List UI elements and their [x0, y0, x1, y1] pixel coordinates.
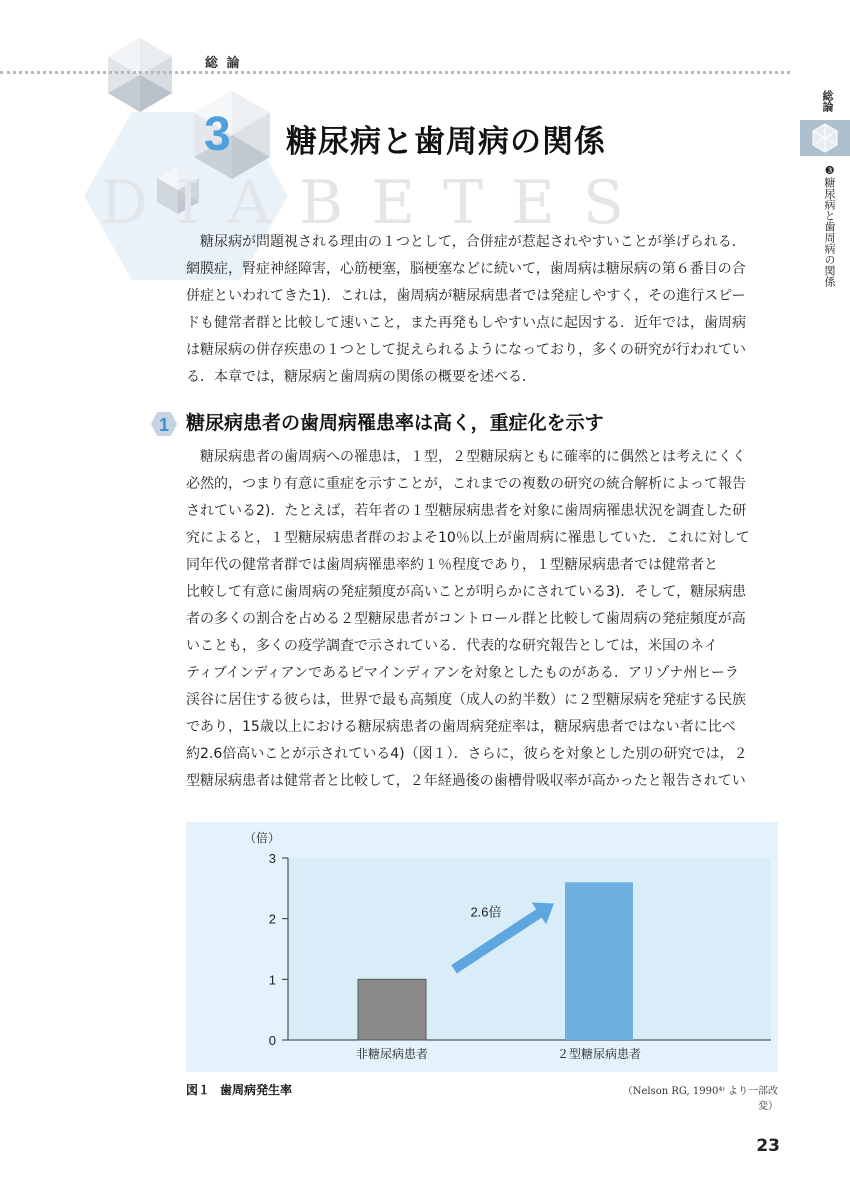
y-tick-label: 1	[268, 972, 276, 988]
body-line: 約2.6倍高いことが示されている4)（図１）．さらに，彼らを対象とした別の研究では，２	[186, 746, 748, 762]
intro-line: 併症といわれてきた1)．これは，歯周病が糖尿病患者では発症しやすく，その進行スピー	[186, 288, 746, 304]
side-tab-marker	[800, 120, 850, 156]
body-line: 者の多くの割合を占める２型糖尿患者がコントロール群と比較して歯周病の発症頻度が高	[186, 611, 746, 627]
intro-paragraph	[186, 229, 780, 391]
chapter-title: 糖尿病と歯周病の関係	[286, 124, 606, 160]
side-tab-section: 総論	[821, 90, 834, 112]
body-line: 型糖尿病患者は健常者と比較して，２年経過後の歯槽骨吸収率が高かったと報告されてい	[186, 773, 746, 789]
chapter-number: 3	[204, 108, 231, 161]
side-tab-hexagon-icon	[800, 120, 850, 156]
bar-chart	[186, 822, 778, 1072]
x-category-label: ２型糖尿病患者	[556, 1047, 642, 1061]
body-line: 究によると，１型糖尿病患者群のおよそ10％以上が歯周病に罹患していた．これに対して	[186, 530, 750, 546]
y-tick-label: 3	[268, 851, 276, 866]
body-line: 同年代の健常者群では歯周病罹患率約１％程度であり，１型糖尿病患者では健常者と	[186, 557, 718, 573]
body-line: 渓谷に居住する彼らは，世界で最も高頻度（成人の約半数）に２型糖尿病を発症する民族	[186, 692, 746, 708]
figure-caption-number: 図１	[186, 1083, 211, 1097]
diabetes-watermark: DIABETES	[100, 168, 652, 238]
hexagon-top	[108, 38, 172, 112]
bar	[358, 979, 426, 1040]
body-line: 必然的，つまり有意に重症を示すことが，これまでの複数の研究の統合解析によって報告	[186, 476, 746, 492]
side-tab-chapter: ❸糖尿病と歯周病の関係	[823, 164, 836, 287]
intro-line: 糖尿病が問題視される理由の１つとして，合併症が惹起されやすいことが挙げられる．	[200, 234, 746, 250]
figure-source: （Nelson RG, 1990⁴⁾ より一部改変）	[622, 1086, 778, 1112]
body-line: ティブインディアンであるピマインディアンを対象としたものがある．アリゾナ州ヒーラ	[186, 665, 739, 681]
body-line: 糖尿病患者の歯周病への罹患は，１型，２型糖尿病ともに確率的に偶然とは考えにくく	[200, 449, 746, 465]
y-tick-label: 2	[268, 911, 276, 927]
y-axis-label: （倍）	[244, 831, 281, 845]
body-line: いことも，多くの疫学調査で示されている．代表的な研究報告としては，米国のネイ	[186, 638, 718, 654]
section-number: 1	[158, 415, 170, 435]
ratio-annotation: 2.6倍	[470, 904, 502, 920]
section-label: 総 論	[205, 56, 242, 71]
page-number: 23	[756, 1136, 780, 1156]
intro-line: る．本章では，糖尿病と歯周病の関係の概要を述べる．	[186, 369, 536, 385]
section-title: 糖尿病患者の歯周病罹患率は高く，重症化を示す	[186, 412, 604, 434]
section1-paragraph	[186, 444, 780, 795]
intro-line: 網膜症，腎症神経障害，心筋梗塞，脳梗塞などに続いて，歯周病は糖尿病の第６番目の合	[186, 261, 746, 277]
intro-line: ドも健常者群と比較して速いこと，また再発もしやすい点に起因する．近年では，歯周病	[186, 315, 746, 331]
body-line: であり，15歳以上における糖尿病患者の歯周病発症率は，糖尿病患者ではない者に比べ	[186, 719, 736, 735]
figure-caption-text: 歯周病発生率	[220, 1083, 293, 1097]
header-dotted-rule	[0, 71, 790, 74]
x-category-label: 非糖尿病患者	[355, 1047, 429, 1061]
intro-line: は糖尿病の併存疾患の１つとして捉えられるようになっており，多くの研究が行われてい	[186, 342, 746, 358]
body-line: されている2)．たとえば，若年者の１型糖尿病患者を対象に歯周病罹患状況を調査した研	[186, 503, 747, 519]
figure-caption	[186, 1081, 292, 1098]
bar	[565, 882, 633, 1040]
y-tick-label: 0	[268, 1033, 276, 1048]
section-number-hexagon-icon	[150, 411, 178, 437]
body-line: 比較して有意に歯周病の発症頻度が高いことが明らかにされている3)．そして，糖尿病患	[186, 584, 747, 600]
